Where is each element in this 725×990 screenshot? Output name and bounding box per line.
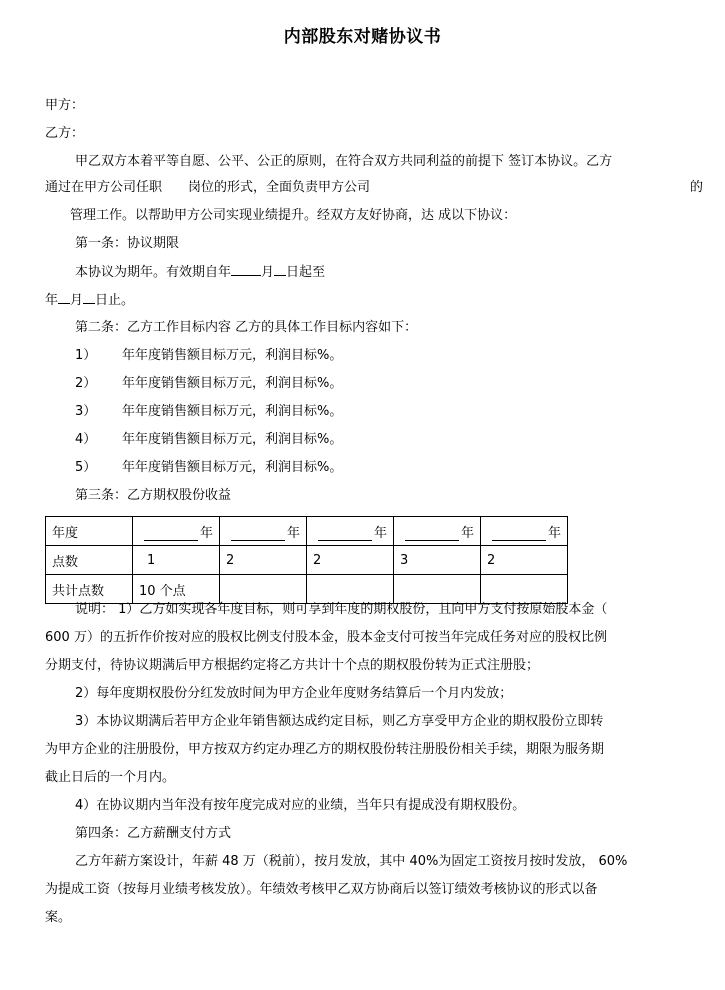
table-cell: 1 bbox=[133, 546, 220, 575]
table-cell: 3 bbox=[394, 546, 481, 575]
article-1-line-1 bbox=[75, 262, 325, 283]
art1-2b: 月 bbox=[70, 293, 84, 308]
note-line: 3）本协议期满后若甲方企业年销售额达成约定目标，则乙方享受甲方企业的期权股份立即转 bbox=[75, 714, 604, 729]
blank-line bbox=[405, 527, 459, 541]
target-text: 年年度销售额目标万元，利润目标%。 bbox=[122, 348, 343, 363]
note-line: 截止日后的一个月内。 bbox=[45, 770, 176, 785]
table-cell: 共计点数 bbox=[46, 575, 133, 604]
party-b: 乙方： bbox=[45, 126, 85, 141]
blank-line bbox=[492, 527, 546, 541]
note-line: 4）在协议期内当年没有按年度完成对应的业绩，当年只有提成没有期权股份。 bbox=[75, 798, 526, 813]
year-suffix: 年 bbox=[547, 525, 561, 541]
table-cell bbox=[307, 517, 394, 546]
article-3-title: 第三条：乙方期权股份收益 bbox=[75, 488, 232, 503]
document-title: 内部股东对赌协议书 bbox=[283, 27, 442, 47]
target-text: 年年度销售额目标万元，利润目标%。 bbox=[122, 460, 343, 475]
blank-line bbox=[58, 290, 70, 304]
article-1-title: 第一条：协议期限 bbox=[75, 236, 180, 251]
article-4-title: 第四条：乙方薪酬支付方式 bbox=[75, 826, 232, 841]
year-suffix: 年 bbox=[373, 525, 387, 541]
table-cell: 10 个点 bbox=[133, 575, 220, 604]
note-line: 2）每年度期权股份分红发放时间为甲方企业年度财务结算后一个月内发放； bbox=[75, 686, 513, 701]
target-text: 年年度销售额目标万元，利润目标%。 bbox=[122, 376, 343, 391]
intro-line-1: 甲乙双方本着平等自愿、公平、公正的原则，在符合双方共同利益的前提下 签订本协议。乙方 bbox=[75, 154, 613, 169]
target-text: 年年度销售额目标万元，利润目标%。 bbox=[122, 404, 343, 419]
table-cell bbox=[394, 517, 481, 546]
art1-2c: 日止。 bbox=[95, 293, 135, 308]
art1-1a: 本协议为期年。有效期自年 bbox=[75, 265, 232, 280]
target-number: 2） bbox=[75, 376, 97, 391]
table-cell: 2 bbox=[220, 546, 307, 575]
table-cell bbox=[220, 517, 307, 546]
target-text: 年年度销售额目标万元，利润目标%。 bbox=[122, 432, 343, 447]
equity-table bbox=[45, 516, 568, 604]
blank-line bbox=[274, 262, 286, 276]
table-cell bbox=[133, 517, 220, 546]
target-number: 1） bbox=[75, 348, 97, 363]
note-line: 分期支付，待协议期满后甲方根据约定将乙方共计十个点的期权股份转为正式注册股； bbox=[45, 658, 540, 673]
article-4-line: 乙方年薪方案设计，年薪 48 万（税前），按月发放，其中 40%为固定工资按月按时发放， 60% bbox=[75, 854, 628, 869]
blank-line bbox=[318, 527, 372, 541]
blank-line bbox=[231, 262, 261, 276]
target-number: 5） bbox=[75, 460, 97, 475]
table-cell bbox=[481, 517, 568, 546]
note-line: 说明： 1）乙方如实现各年度目标，则可享到年度的期权股份，且向甲方支付按原始股本金（ bbox=[75, 602, 608, 617]
blank-line bbox=[144, 527, 198, 541]
art1-2a: 年 bbox=[45, 293, 59, 308]
target-number: 3） bbox=[75, 404, 97, 419]
article-1-line-2 bbox=[45, 290, 134, 311]
note-line: 600 万）的五折作价按对应的股权比例支付股本金，股本金支付可按当年完成任务对应的股权比例 bbox=[45, 630, 607, 645]
blank-line bbox=[231, 527, 285, 541]
intro-line-2b: 岗位的形式，全面负责甲方公司 bbox=[188, 180, 371, 195]
intro-line-2c: 的 bbox=[690, 180, 704, 195]
article-4-line: 为提成工资（按每月业绩考核发放）。年绩效考核甲乙双方协商后以签订绩效考核协议的形式以备 bbox=[45, 882, 598, 897]
intro-line-3: 管理工作。以帮助甲方公司实现业绩提升。经双方友好协商，达 成以下协议： bbox=[70, 208, 517, 223]
party-a: 甲方： bbox=[45, 98, 85, 113]
art1-1b: 月 bbox=[261, 265, 275, 280]
year-suffix: 年 bbox=[286, 525, 300, 541]
article-2-title: 第二条：乙方工作目标内容 乙方的具体工作目标内容如下： bbox=[75, 320, 418, 335]
target-number: 4） bbox=[75, 432, 97, 447]
table-cell: 2 bbox=[481, 546, 568, 575]
table-cell: 点数 bbox=[46, 546, 133, 575]
art1-1c: 日起至 bbox=[286, 265, 326, 280]
table-cell: 年度 bbox=[46, 517, 133, 546]
note-line: 为甲方企业的注册股份，甲方按双方约定办理乙方的期权股份转注册股份相关手续，期限为服务期 bbox=[45, 742, 605, 757]
intro-line-2a: 通过在甲方公司任职 bbox=[45, 180, 163, 195]
article-4-line: 案。 bbox=[45, 910, 72, 925]
intro-line-2 bbox=[45, 178, 370, 198]
blank-line bbox=[83, 290, 95, 304]
year-suffix: 年 bbox=[199, 525, 213, 541]
table-cell: 2 bbox=[307, 546, 394, 575]
year-suffix: 年 bbox=[460, 525, 474, 541]
table-row bbox=[46, 546, 568, 575]
table-row bbox=[46, 517, 568, 546]
